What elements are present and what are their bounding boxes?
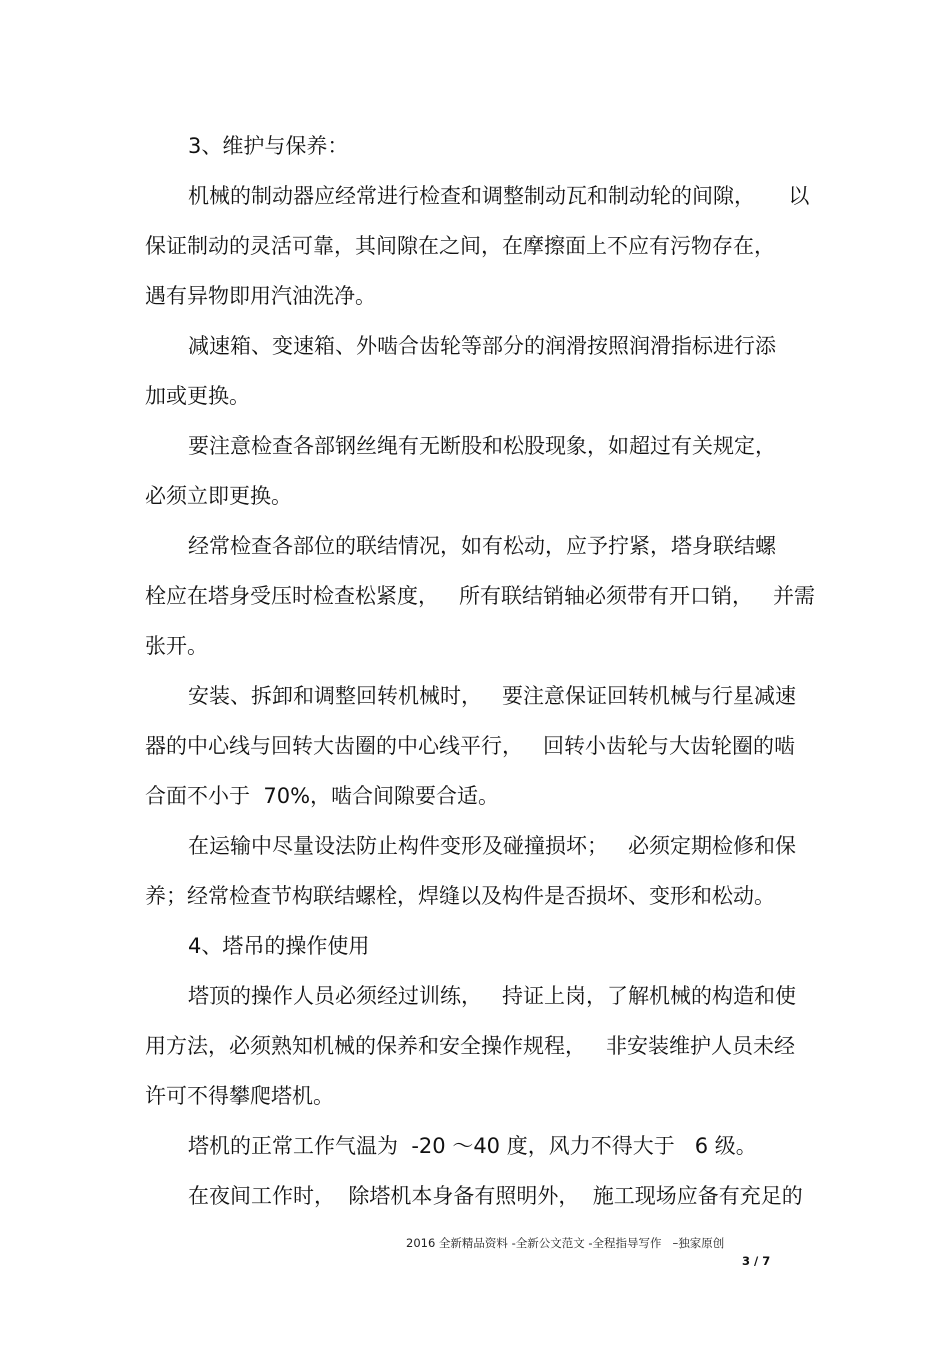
section-heading-operation: 4、塔吊的操作使用 (188, 934, 370, 958)
paragraph-line: 遇有异物即用汽油洗净。 (145, 284, 376, 308)
paragraph-line: 要注意检查各部钢丝绳有无断股和松股现象，如超过有关规定， (188, 434, 776, 458)
paragraph-line: 经常检查各部位的联结情况，如有松动，应予拧紧，塔身联结螺 (188, 534, 776, 558)
paragraph-line: 减速箱、变速箱、外啮合齿轮等部分的润滑按照润滑指标进行添 (188, 334, 776, 358)
paragraph-line: 安装、拆卸和调整回转机械时， 要注意保证回转机械与行星减速 (188, 684, 797, 708)
paragraph-line: 合面不小于 70%，啮合间隙要合适。 (145, 784, 500, 808)
paragraph-line: 保证制动的灵活可靠，其间隙在之间，在摩擦面上不应有污物存在， (145, 234, 775, 258)
paragraph-line: 塔机的正常工作气温为 -20 ～40 度，风力不得大于 6 级。 (188, 1134, 757, 1158)
paragraph-line: 塔顶的操作人员必须经过训练， 持证上岗，了解机械的构造和使 (188, 984, 797, 1008)
paragraph-line: 养；经常检查节构联结螺栓，焊缝以及构件是否损坏、变形和松动。 (145, 884, 775, 908)
page-number: 3 / 7 (742, 1254, 771, 1268)
paragraph-line: 在运输中尽量设法防止构件变形及碰撞损坏； 必须定期检修和保 (188, 834, 797, 858)
paragraph-line: 必须立即更换。 (145, 484, 292, 508)
paragraph-line: 在夜间工作时， 除塔机本身备有照明外， 施工现场应备有充足的 (188, 1184, 803, 1208)
section-heading-maintenance: 3、维护与保养： (188, 134, 349, 158)
paragraph-line: 器的中心线与回转大齿圈的中心线平行， 回转小齿轮与大齿轮圈的啮 (145, 734, 796, 758)
paragraph-line: 栓应在塔身受压时检查松紧度， 所有联结销轴必须带有开口销， 并需 (145, 584, 816, 608)
paragraph-line: 许可不得攀爬塔机。 (145, 1084, 334, 1108)
paragraph-line: 机械的制动器应经常进行检查和调整制动瓦和制动轮的间隙， 以 (188, 184, 810, 208)
paragraph-line: 用方法，必须熟知机械的保养和安全操作规程， 非安装维护人员未经 (145, 1034, 796, 1058)
paragraph-line: 张开。 (145, 634, 208, 658)
paragraph-line: 加或更换。 (145, 384, 250, 408)
footer-tagline: 2016 全新精品资料 -全新公文范文 -全程指导写作 –独家原创 (406, 1236, 725, 1250)
